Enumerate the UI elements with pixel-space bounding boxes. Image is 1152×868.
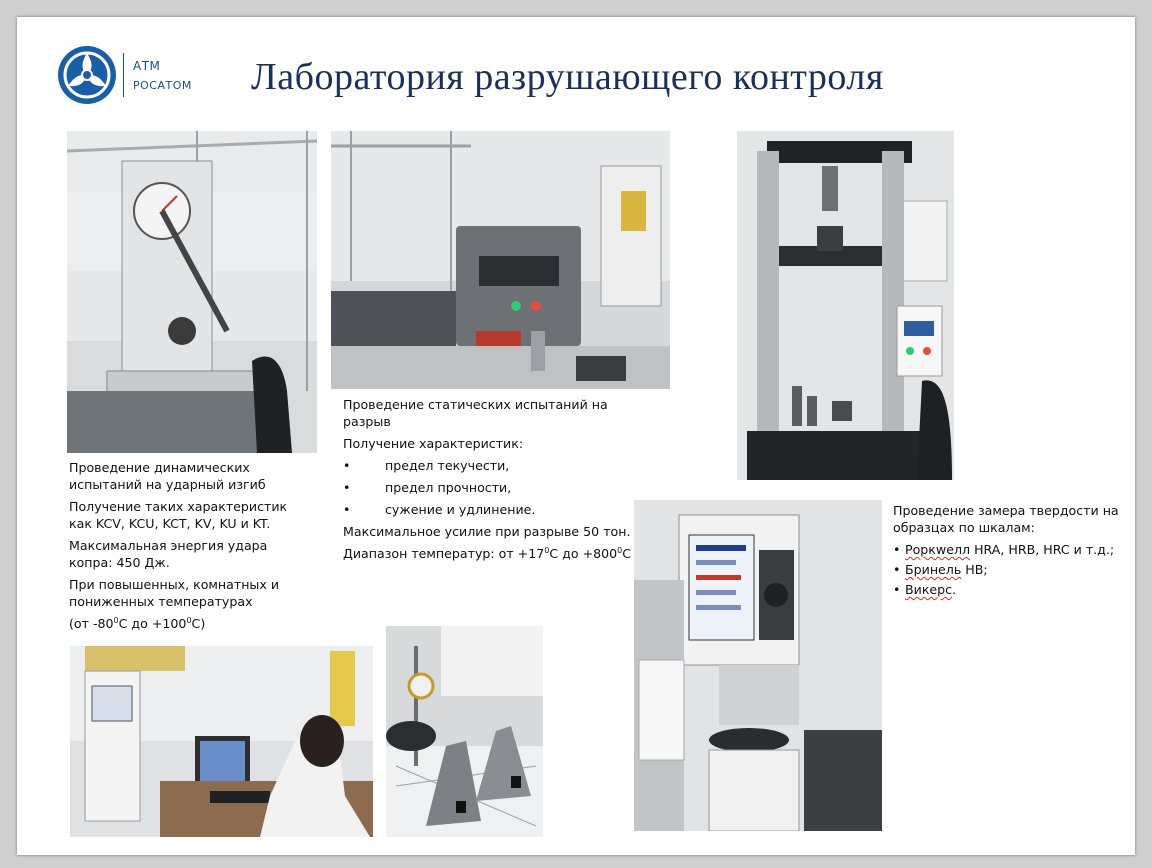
rosatom-logo-icon <box>57 45 117 105</box>
impact-test-temperature-range: (от $-80^0С$ до $+100^0С$) <box>69 615 206 631</box>
list-item: • Викерс. <box>893 582 957 597</box>
impact-test-characteristics: Получение таких характеристик как KCV, KCU, KCT, KV, KU и KT. <box>69 499 288 531</box>
list-item: • Бринель HB; <box>893 562 988 577</box>
hardness-test-description <box>893 502 1123 601</box>
operator-at-computer-photo <box>70 646 373 837</box>
tensile-test-subtitle: Получение характеристик: <box>343 436 524 451</box>
notch-broaching-device-photo <box>386 626 543 837</box>
tensile-test-title: Проведение статических испытаний на разрыв <box>343 397 608 429</box>
static-tensile-tester-photo <box>331 131 670 389</box>
logo-text-atm: АТМ <box>133 59 161 73</box>
tensile-test-max-force: Максимальное усилие при разрыве 50 тон. <box>343 524 631 539</box>
tensile-test-temperature-range: Диапазон температур: от $+17^0С$ до $+800^0С$ <box>343 545 632 561</box>
logo-divider <box>123 53 124 97</box>
impact-test-energy: Максимальная энергия удара копра: 450 Дж. <box>69 538 268 570</box>
page-title: Лаборатория разрушающего контроля <box>251 56 884 98</box>
impact-test-conditions: При повышенных, комнатных и пониженных температурах <box>69 577 280 609</box>
list-item: • предел текучести, <box>343 458 510 473</box>
universal-testing-frame-photo <box>737 131 954 480</box>
impact-test-description <box>69 459 307 637</box>
company-logo <box>57 45 197 105</box>
list-item: • сужение и удлинение. <box>343 502 536 517</box>
slide <box>17 17 1135 855</box>
impact-test-title: Проведение динамических испытаний на ударный изгиб <box>69 460 266 492</box>
hardness-test-title: Проведение замера твердости на образцах по шкалам: <box>893 503 1119 535</box>
list-item: • Роркwелл HRA, HRB, HRC и т.д.; <box>893 542 1115 557</box>
impact-pendulum-machine-photo <box>67 131 317 453</box>
hardness-tester-photo <box>634 500 882 831</box>
list-item: • предел прочности, <box>343 480 512 495</box>
logo-text-rosatom: РОСАТОМ <box>133 79 192 92</box>
tensile-test-description <box>343 396 643 567</box>
